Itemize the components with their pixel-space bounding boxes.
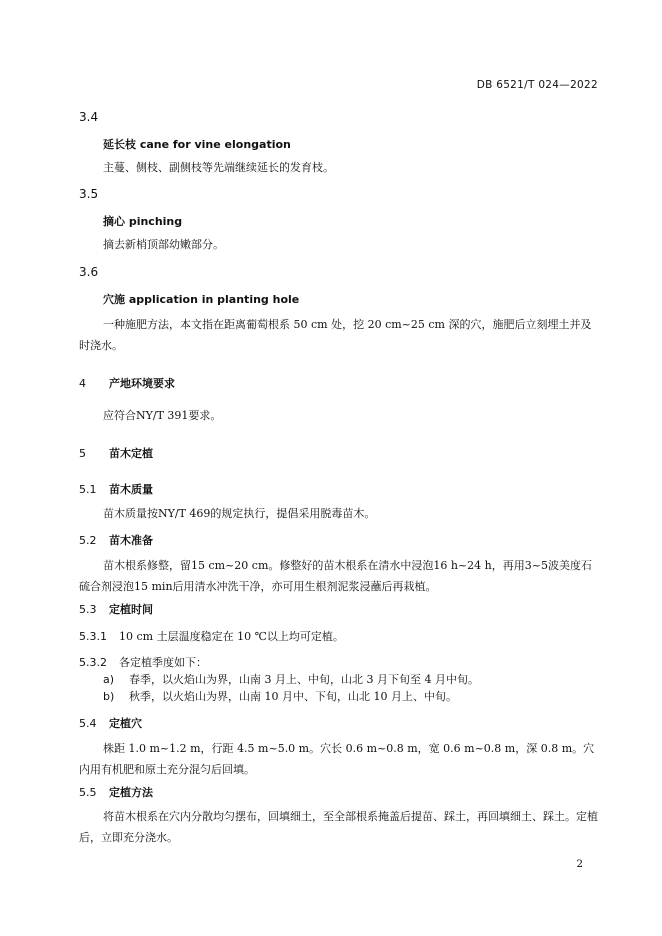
list-marker: a)	[103, 673, 115, 686]
clause-number: 5.3.1	[79, 630, 107, 643]
term-number: 3.6	[79, 265, 99, 279]
list-item-text: 秋季，以火焰山为界，山南 10 月中、下旬，山北 10 月上、中旬。	[129, 690, 457, 703]
section-text: 将苗木根系在穴内分散均匀摆布，回填细土，至全部根系掩盖后提苗、踩土，再回填细土、踩土。定植后，立即充分浇水。	[79, 810, 598, 844]
subsection-heading	[79, 532, 153, 548]
section-title: 定植时间	[109, 603, 153, 616]
section-number: 5.2	[79, 534, 97, 547]
term-title: 穴施 application in planting hole	[103, 293, 300, 306]
document-code: DB 6521/T 024—2022	[476, 79, 598, 91]
clause	[79, 654, 207, 670]
section-heading	[79, 375, 175, 391]
list-marker: b)	[103, 690, 115, 703]
term-definition: 一种施肥方法，本文指在距离葡萄根系 50 cm 处，挖 20 cm~25 cm 深的穴，施肥后立刻埋土并及时浇水。	[79, 318, 592, 352]
section-text: 苗木根系修整，留15 cm~20 cm。修整好的苗木根系在清水中浸泡16 h~24 h，再用3~5波美度石硫合剂浸泡15 min后用清水冲洗干净，亦可用生根剂泥浆浸蘸后再栽植。	[79, 559, 592, 593]
clause	[79, 628, 344, 644]
term-definition: 摘去新梢顶部幼嫩部分。	[103, 238, 224, 251]
clause-text: 各定植季度如下：	[119, 656, 207, 669]
term-title: 摘心 pinching	[103, 215, 183, 228]
section-number: 5.4	[79, 717, 97, 730]
section-text: 株距 1.0 m~1.2 m，行距 4.5 m~5.0 m。穴长 0.6 m~0.8 m，宽 0.6 m~0.8 m，深 0.8 m。穴内用有机肥和原土充分混匀后回填。	[79, 742, 595, 776]
section-heading	[79, 445, 153, 461]
term-number: 3.5	[79, 187, 99, 201]
list-item-text: 春季，以火焰山为界，山南 3 月上、中旬，山北 3 月下旬至 4 月中旬。	[129, 673, 479, 686]
section-title: 产地环境要求	[109, 377, 175, 390]
term-title: 延长枝 cane for vine elongation	[103, 138, 291, 151]
section-number: 4	[79, 377, 86, 390]
section-text: 应符合NY/T 391要求。	[103, 409, 222, 422]
subsection-heading	[79, 715, 142, 731]
page-number: 2	[576, 858, 583, 870]
section-text: 苗木质量按NY/T 469的规定执行，提倡采用脱毒苗木。	[103, 507, 376, 520]
section-title: 定植穴	[109, 717, 142, 730]
section-title: 苗木质量	[109, 483, 153, 496]
subsection-heading	[79, 601, 153, 617]
subsection-heading	[79, 784, 153, 800]
section-number: 5.5	[79, 786, 97, 799]
list-item	[103, 671, 479, 687]
section-title: 定植方法	[109, 786, 153, 799]
subsection-heading	[79, 481, 153, 497]
section-number: 5.3	[79, 603, 97, 616]
term-number: 3.4	[79, 110, 99, 124]
section-title: 苗木定植	[109, 447, 153, 460]
section-title: 苗木准备	[109, 534, 153, 547]
clause-number: 5.3.2	[79, 656, 107, 669]
section-number: 5	[79, 447, 86, 460]
clause-text: 10 cm 土层温度稳定在 10 ℃以上均可定植。	[119, 630, 344, 643]
section-number: 5.1	[79, 483, 97, 496]
list-item	[103, 688, 457, 704]
term-definition: 主蔓、侧枝、副侧枝等先端继续延长的发育枝。	[103, 161, 334, 174]
